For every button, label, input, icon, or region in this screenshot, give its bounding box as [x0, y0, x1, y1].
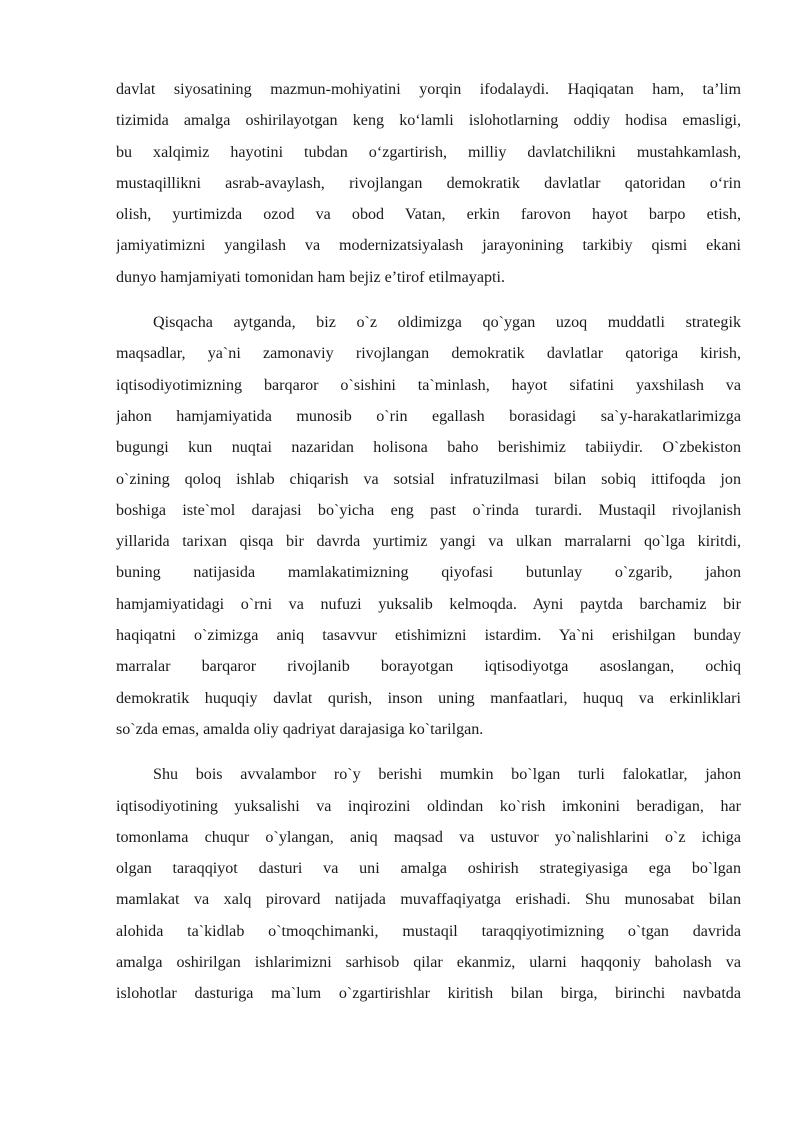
- text-line: buning natijasida mamlakatimizning qiyofasi butunlay o`zgarib, jahon: [116, 564, 741, 582]
- text-line: demokratik huquqiy davlat qurish, inson uning manfaatlari, huquq va erkinliklari: [116, 689, 741, 707]
- text-line: amalga oshirilgan ishlarimizni sarhisob qilar ekanmiz, ularni haqqoniy baholash va: [116, 954, 741, 972]
- text-line: bu xalqimiz hayotini tubdan o‘zgartirish, milliy davlatchilikni mustahkamlash,: [116, 143, 741, 161]
- document-page: [116, 74, 741, 1024]
- text-line: haqiqatni o`zimizga aniq tasavvur etishimizni istardim. Ya`ni erishilgan bunday: [116, 627, 741, 645]
- text-line: Shu bois avvalambor ro`y berishi mumkin bo`lgan turli falokatlar, jahon: [153, 766, 741, 784]
- text-line: tomonlama chuqur o`ylangan, aniq maqsad va ustuvor yo`nalishlarini o`z ichiga: [116, 828, 741, 846]
- text-line: jahon hamjamiyatida munosib o`rin egallash borasidagi sa`y-harakatlarimizga: [116, 407, 741, 425]
- text-line: maqsadlar, ya`ni zamonaviy rivojlangan demokratik davlatlar qatoriga kirish,: [116, 345, 741, 363]
- text-line: islohotlar dasturiga ma`lum o`zgartirishlar kiritish bilan birga, birinchi navbatda: [116, 985, 741, 1003]
- text-line: marralar barqaror rivojlanib borayotgan iqtisodiyotga asoslangan, ochiq: [116, 658, 741, 676]
- text-line: yillarida tarixan qisqa bir davrda yurtimiz yangi va ulkan marralarni qo`lga kiritdi,: [116, 533, 741, 551]
- text-line: bugungi kun nuqtai nazaridan holisona baho berishimiz tabiiydir. O`zbekiston: [116, 439, 741, 457]
- text-line: Qisqacha aytganda, biz o`z oldimizga qo`ygan uzoq muddatli strategik: [153, 314, 741, 332]
- text-line: iqtisodiyotimizning barqaror o`sishini ta`minlash, hayot sifatini yaxshilash va: [116, 376, 741, 394]
- text-line: dunyo hamjamiyati tomonidan ham bejiz e’tirof etilmayapti.: [116, 268, 505, 286]
- paragraph: [116, 74, 741, 293]
- text-line: mustaqillikni asrab-avaylash, rivojlangan demokratik davlatlar qatoridan o‘rin: [116, 174, 741, 192]
- text-line: boshiga iste`mol darajasi bo`yicha eng past o`rinda turardi. Mustaqil rivojlanish: [116, 501, 741, 519]
- text-line: o`zining qoloq ishlab chiqarish va sotsial infratuzilmasi bilan sobiq ittifoqda jon: [116, 470, 741, 488]
- text-line: olgan taraqqiyot dasturi va uni amalga oshirish strategiyasiga ega bo`lgan: [116, 860, 741, 878]
- text-line: iqtisodiyotining yuksalishi va inqirozini oldindan ko`rish imkonini beradigan, har: [116, 797, 741, 815]
- text-line: davlat siyosatining mazmun-mohiyatini yorqin ifodalaydi. Haqiqatan ham, ta’lim: [116, 81, 741, 98]
- text-line: alohida ta`kidlab o`tmoqchimanki, mustaqil taraqqiyotimizning o`tgan davrida: [116, 922, 741, 940]
- paragraph: [116, 307, 741, 745]
- text-line: mamlakat va xalq pirovard natijada muvaffaqiyatga erishadi. Shu munosabat bilan: [116, 891, 741, 909]
- text-line: tizimida amalga oshirilayotgan keng ko‘lamli islohotlarning oddiy hodisa emasligi,: [116, 112, 741, 130]
- paragraph: [116, 759, 741, 1009]
- text-line: olish, yurtimizda ozod va obod Vatan, erkin farovon hayot barpo etish,: [116, 206, 741, 224]
- text-line: hamjamiyatidagi o`rni va nufuzi yuksalib kelmoqda. Ayni paytda barchamiz bir: [116, 595, 741, 613]
- text-line: so`zda emas, amalda oliy qadriyat darajasiga ko`tarilgan.: [116, 720, 484, 738]
- text-line: jamiyatimizni yangilash va modernizatsiyalash jarayonining tarkibiy qismi ekani: [116, 237, 741, 255]
